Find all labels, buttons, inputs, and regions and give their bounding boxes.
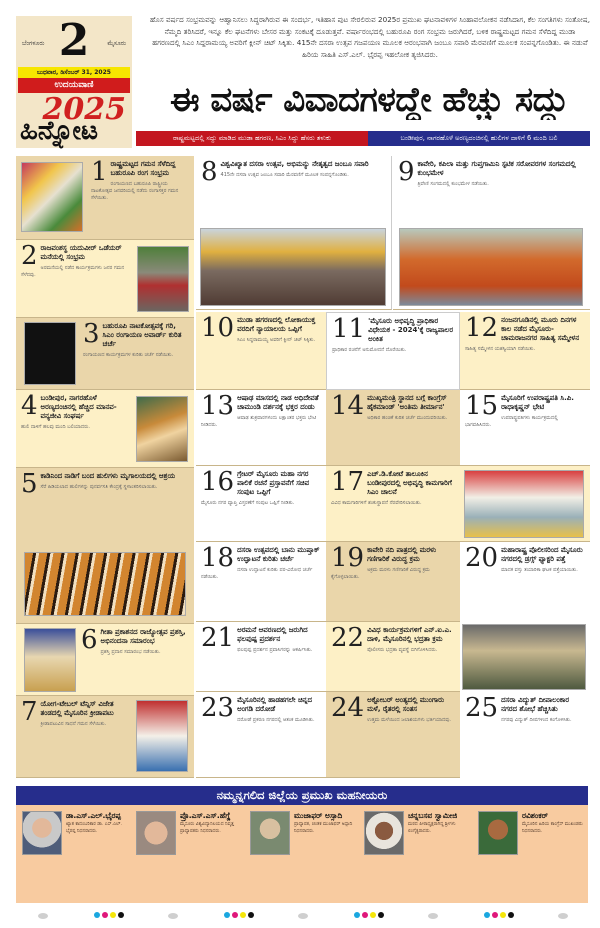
story-title: ಮೈಸೂರಿನಲ್ಲಿ ಹಾಡಹಗಲೇ ಚಿನ್ನದ ಅಂಗಡಿ ದರೋಡೆ [237,696,313,713]
page-number: 2 [58,15,90,66]
story-title: ಗ್ರೇಟರ್ ಮೈಸೂರು ಮಹಾ ನಗರ ಪಾಲಿಕೆ ರಚನೆ ಪ್ರಸ್ತಾವನೆಗೆ ಸಚಿವ ಸಂಪುಟ ಒಪ್ಪಿಗೆ [237,470,310,496]
story-number: 18 [201,543,235,573]
obituary-name: ಚನ್ನಬಸವ ಸ್ವಾಮೀಜಿ [408,811,458,820]
registration-color-dot [102,912,108,918]
story-8[interactable] [196,156,392,310]
story-body: ಪ್ರಾಧಿಕಾರ ರಚನೆಗೆ ಅನುಮೋದನೆ ದೊರೆಯಿತು. [332,347,407,353]
story-4[interactable] [16,390,194,468]
main-headline: ಈ ವರ್ಷ ವಿವಾದಗಳದ್ದೇ ಹೆಚ್ಚು ಸದ್ದು [170,80,568,120]
story-5[interactable] [16,468,194,624]
story-photo [136,396,188,462]
obituary-name: ರವಿಶಂಕರ್ [522,811,549,820]
story-18[interactable] [196,542,326,622]
story-body: ಸೆರೆ ಹಿಡಿಯಲಾದ ಹುಲಿಗಳನ್ನು ಪುನರ್ವಸತಿ ಕೇಂದ್ರಕ್ಕೆ ಸ್ಥಳಾಂತರಿಸಲಾಯಿತು. [40,484,158,490]
story-photo [21,162,83,232]
story-body: ಅಧಿಕಾರ ಹಂಚಿಕೆ ಕುರಿತ ಚರ್ಚೆ ಮುಂದುವರಿಯಿತು. [367,415,448,421]
story-22[interactable] [326,622,460,692]
story-number: 14 [331,391,365,421]
story-title: ಮುಡಾ ಹಗರಣದಲ್ಲಿ ಲೋಕಾಯುಕ್ತ ವರದಿಗೆ ನ್ಯಾಯಾಲಯ ಒಪ್ಪಿಗೆ [237,316,316,333]
registration-grey-mark [38,913,48,919]
story-number: 8 [201,157,218,187]
story-title: ಯೋಗ-ಟೇಬಲ್ ಟೆನ್ನಿಸ್ ವಿಜೇತ ತಂಡದಲ್ಲಿ ಮೈಸೂರಿನ ಕ್ರೀಡಾಪಟು [40,700,114,717]
registration-color-dot [354,912,360,918]
obituary-body: ಖ್ಯಾತ ಕಾದಂಬರಿಕಾರ ಡಾ. ಎಸ್.ಎಲ್. ಭೈರಪ್ಪ ನಿಧನರಾದರು. [66,822,122,834]
story-body: ಹುಲಿ ದಾಳಿಗೆ ಹಲವು ಮಂದಿ ಬಲಿಯಾದರು. [21,424,90,430]
newspaper-brand: ಉದಯವಾಣಿ [18,78,130,93]
tribute-section [16,805,588,903]
story-title: ಆಷಾಢ ಮಾಸದಲ್ಲಿ ನಾಡ ಅಧಿದೇವತೆ ಚಾಮುಂಡಿ ದರ್ಶನಕ್ಕೆ ಭಕ್ತರ ದಂಡು [237,394,319,411]
registration-color-dot [248,912,254,918]
registration-color-dot [362,912,368,918]
story-number: 4 [21,391,38,421]
story-17[interactable] [326,466,590,542]
portrait-photo [22,811,62,855]
story-body: ದಸರಾ ಉದ್ಘಾಟನೆ ಕುರಿತು ಪರ-ವಿರೋಧ ಚರ್ಚೆ ನಡೆಯಿತು. [201,567,313,580]
story-title: ದಸರಾ ಉತ್ಸವದಲ್ಲಿ ಬಾನು ಮುಷ್ತಾಕ್ ಉದ್ಘಾಟನೆ ಕುರಿತು ಚರ್ಚೆ [237,546,320,563]
story-body: ಅಕ್ರಮ ಮರಳು ಗಣಿಗಾರಿಕೆ ವಿರುದ್ಧ ಕ್ರಮ ಕೈಗೊಳ್ಳಲಾಯಿತು. [331,567,430,580]
registration-color-dot [110,912,116,918]
story-number: 2 [21,241,38,271]
story-photo [137,246,189,312]
portrait-photo [478,811,518,855]
registration-color-dot [118,912,124,918]
edition-city-right: ಮೈಸೂರು [107,40,126,47]
story-body: ಉತ್ತಮ ಮಳೆಯಿಂದ ಜಲಾಶಯಗಳು ಭರ್ತಿಯಾದವು. [367,717,451,723]
obituary-item[interactable] [362,808,474,902]
story-title: ಕಾಡಿನಿಂದ ನಾಡಿಗೆ ಬಂದ ಹುಲಿಗಳು ಮೃಗಾಲಯದಲ್ಲಿ ಆಶ್ರಯ [40,472,176,480]
obituary-body: ಮೈಸೂರು ವಿಶ್ವವಿದ್ಯಾನಿಲಯದ ನಿವೃತ್ತ ಪ್ರಾಧ್ಯಾಪಕರು ನಿಧನರಾದರು. [180,822,234,834]
registration-color-dot [500,912,506,918]
story-title: ಮುಖ್ಯಮಂತ್ರಿ ಸ್ಥಾನದ ಬಗ್ಗೆ ಕಾಂಗ್ರೆಸ್ ಹೈಕಮಾಂಡ್ 'ಅಂತಿಮ ತೀರ್ಮಾನ' [367,394,447,411]
story-20[interactable] [460,542,590,622]
story-body: ನಗರವು ವಿದ್ಯುತ್ ದೀಪಗಳಿಂದ ಕಂಗೊಳಿಸಿತು. [501,717,572,723]
story-body: ಪ್ರಶಸ್ತಿ ಪ್ರದಾನ ಸಮಾರಂಭ ನಡೆಯಿತು. [100,649,161,655]
story-body: ಆಷಾಢ ಶುಕ್ರವಾರಗಳಂದು ಲಕ್ಷಾಂತರ ಭಕ್ತರು ಭೇಟಿ ನೀಡಿದರು. [201,415,317,428]
story-title: ರಾಷ್ಟ್ರಮಟ್ಟದ ಗಮನ ಸೆಳೆದಿದ್ದ ಬಹುರೂಪಿ ರಂಗ ಸಂಭ್ರಮ [110,160,176,177]
masthead [16,16,132,148]
registration-color-dot [224,912,230,918]
story-number: 5 [21,469,38,499]
story-body: ಉಪರಾಷ್ಟ್ರಪತಿಗಳು ಕಾರ್ಯಕ್ರಮದಲ್ಲಿ ಭಾಗವಹಿಸಿದರು. [465,415,558,428]
story-number: 24 [331,693,365,723]
date-line: ಬುಧವಾರ, ಡಿಸೆಂಬರ್ 31, 2025 [18,67,130,78]
story-photo [24,552,186,616]
year-logo: 2025 [42,92,126,127]
story-body: ಸಿಎಂ ಸಿದ್ದರಾಮಯ್ಯ ಅವರಿಗೆ ಕ್ಲೀನ್ ಚಿಟ್ ಸಿಕ್ಕಿತು. [237,337,316,343]
edition-city-left: ಬೆಂಗಳೂರು [22,40,45,47]
registration-color-dot [378,912,384,918]
story-1[interactable] [16,156,194,240]
subhead-right: ಬಂಡೀಪುರ, ನಾಗರಹೊಳೆ ಅರಣ್ಯದಂಚಿನಲ್ಲಿ ಹುಲಿಗಳ ದಾಳಿಗೆ 6 ಮಂದಿ ಬಲಿ [368,131,590,146]
portrait-photo [136,811,176,855]
registration-color-dot [484,912,490,918]
story-photo [24,322,76,385]
story-body: ಅರಮನೆಯಲ್ಲಿ ನಡೆದ ಕಾರ್ಯಕ್ರಮಗಳು ಜನರ ಗಮನ ಸೆಳೆದವು. [21,265,125,278]
story-3[interactable] [16,318,194,390]
story-body: ರಂಗಾಯಣದ ಕಾರ್ಯಕ್ರಮಗಳ ಕುರಿತು ಚರ್ಚೆ ನಡೆಯಿತು. [83,352,174,358]
story-13[interactable] [196,390,326,466]
story-7[interactable] [16,696,194,778]
story-photo [24,628,76,692]
story-body: ಮೈಸೂರು ನಗರ ವ್ಯಾಪ್ತಿ ವಿಸ್ತರಣೆಗೆ ಸಂಪುಟ ಒಪ್ಪಿಗೆ ನೀಡಿತು. [201,500,295,506]
story-title: ಕಾವೇರಿ, ಕಪಿಲಾ ಮತ್ತು ಗುಪ್ತಗಾಮಿನಿ ಸ್ಫಟಿಕ ಸರೋವರಗಳ ಸಂಗಮದಲ್ಲಿ ಕುಂಭಮೇಳ [417,160,576,177]
story-number: 10 [201,313,235,343]
story-9[interactable] [393,156,590,310]
story-6[interactable] [16,624,194,696]
story-photo [464,470,584,538]
registration-color-dot [240,912,246,918]
story-16[interactable] [196,466,326,542]
story-number: 21 [201,623,235,653]
registration-grey-mark [168,913,178,919]
story-21[interactable] [196,622,326,692]
story-25[interactable] [460,692,590,778]
portrait-photo [364,811,404,855]
registration-color-dot [492,912,498,918]
story-number: 1 [91,157,108,187]
story-number: 20 [465,543,499,573]
story-12[interactable] [460,312,590,390]
story-title: 'ಮೈಸೂರು ಅಭಿವೃದ್ಧಿ ಪ್ರಾಧಿಕಾರ ವಿಧೇಯಕ - 2024'ಕ್ಕೆ ರಾಜ್ಯಪಾಲರ ಅಂಕಿತ [368,317,454,343]
story-number: 17 [331,467,365,497]
story-title: ಅಕ್ಟೋಬರ್ ಅಂತ್ಯದಲ್ಲಿ ಮುಂಗಾರು ಮಳೆ, ರೈತರಲ್ಲಿ ಸಂತಸ [367,696,445,713]
story-number: 9 [398,157,415,187]
registration-color-dot [508,912,514,918]
story-title: ಗೀತಾ ಪ್ರಕಾಶನದ ರಾಜ್ಯೋತ್ಸವ ಪ್ರಶಸ್ತಿ, ಅಭಿನಂದನಾ ಸಮಾರಂಭ [100,628,186,645]
obituary-body: ಮೈಸೂರಿನ ಹಿರಿಯ ಕಾಂಗ್ರೆಸ್ ಮುಖಂಡರು ನಿಧನರಾದರು. [522,822,583,834]
story-number: 25 [465,693,499,723]
story-body: ರಂಗಾಯಣದ ಬಹುರೂಪಿ ರಾಷ್ಟ್ರೀಯ ನಾಟಕೋತ್ಸವ ಜನವರಿಯಲ್ಲಿ ನಡೆದು ರಂಗಾಸಕ್ತರ ಗಮನ ಸೆಳೆಯಿತು. [91,181,179,201]
obituary-item[interactable] [20,808,132,902]
story-title: ನಂಜನಗೂಡಿನಲ್ಲಿ ಮೂರು ದಿನಗಳ ಕಾಲ ನಡೆದ ಮೈಸೂರು-ಚಾಮರಾಜನಗರ ಸಾಹಿತ್ಯ ಸಮ್ಮೇಳನ [501,316,580,342]
obituary-item[interactable] [248,808,360,902]
story-19[interactable] [326,542,460,622]
obituary-body: ಪ್ರಾಧ್ಯಾಪಕ, ಚಿಂತಕ ಮುಜಾಫರ್ ಅಸ್ಸಾದಿ ನಿಧನರಾದರು. [294,822,353,834]
obituary-body: ಮಠದ ಪೀಠಾಧ್ಯಕ್ಷರಾಗಿದ್ದ ಶ್ರೀಗಳು ಲಿಂಗೈಕ್ಯರಾದರು. [408,822,456,834]
story-23[interactable] [196,692,326,778]
story-title: ಬಂಡೀಪುರ, ನಾಗರಹೊಳೆ ಅರಣ್ಯದಂಚಿನಲ್ಲಿ ಹೆಚ್ಚಿದ ಮಾನವ-ವನ್ಯಜೀವಿ ಸಂಘರ್ಷ [40,394,117,420]
subhead-left: ರಾಷ್ಟ್ರಮಟ್ಟದಲ್ಲಿ ಸದ್ದು ಮಾಡಿದ ಮುಡಾ ಹಗರಣ, ಸಿಎಂ ಸಿದ್ದು ಹೆಸರು ತಳುಕು [136,131,368,146]
obituary-item[interactable] [476,808,588,902]
story-body: ಕ್ರೀಡಾಪಟುವಿನ ಸಾಧನೆ ಗಮನ ಸೆಳೆಯಿತು. [40,721,107,727]
story-body: 415ನೇ ದಸರಾ ಉತ್ಸವ ಜಂಬೂ ಸವಾರಿ ಮೆರವಣಿಗೆ ಮೂಲಕ ಸಂಪನ್ನಗೊಂಡಿತು. [220,172,349,178]
story-2[interactable] [16,240,194,318]
obituary-name: ಮುಜಾಫರ್ ಅಸ್ಸಾದಿ [294,811,343,820]
story-number: 12 [465,313,499,343]
story-number: 22 [331,623,365,653]
tribute-heading: ನಮ್ಮನ್ನಗಲಿದ ಜಿಲ್ಲೆಯ ಪ್ರಮುಖ ಮಹನೀಯರು [16,786,588,805]
story-title: ರಾಜವಂಶಸ್ಥ ಯದುವೀರ್ ಒಡೆಯರ್ ಮನೆಯಲ್ಲಿ ಸಂಭ್ರಮ [40,244,122,261]
story-number: 16 [201,467,235,497]
story-title: ದಸರಾ ವಿದ್ಯುತ್ ದೀಪಾಲಂಕಾರ ನಗರದ ಶೋಭೆ ಹೆಚ್ಚಿಸಿತು [501,696,570,713]
story-photo [399,228,583,306]
obituary-name: ಡಾ.ಎಸ್.ಎಲ್.ಭೈರಪ್ಪ [66,811,121,820]
story-14[interactable] [326,390,460,466]
intro-paragraph: ಹೊಸ ವರ್ಷದ ಸಂಭ್ರಮವನ್ನು ಆಹ್ವಾನಿಸಲು ಸಿದ್ಧರಾಗಿರುವ ಈ ಸಂದರ್ಭ, ಇತಿಹಾಸ ಪುಟ ಸೇರಲಿರುವ 2025ರ ಪ್ರಮುಖ ಘಟನಾವಳಿಗಳ ಸಿಂಹಾವಲೋಕನ ನಡೆಸಿದಾಗ, ಕೆಲ ಸಂಗತಿಗಳು ಸಂತೋಷ, ನೆಮ್ಮದಿ ತರಿಸಿದರೆ, ಇನ್ನೂ ಕೆಲ ಘಟನೆಗಳು ಬೇಸರ ಮತ್ತು ಸಂಕಟಕ್ಕೆ ದೂಡುತ್ತವೆ. ವರ್ಷಾರಂಭದಲ್ಲಿ ಬಹುರೂಪಿ ರಂಗ ಸಂಭ್ರಮ ಜರುಗಿದರೆ, ಬಳಿಕ ರಾಷ್ಟ್ರಮಟ್ಟದ ಗಮನ ಸೆಳೆದಿದ್ದ ಮುಡಾ ಹಗರಣದಲ್ಲಿ ಸಿಎಂ ಸಿದ್ದರಾಮಯ್ಯ ಅವರಿಗೆ ಕ್ಲೀನ್ ಚಿಟ್ ಸಿಕ್ಕಿತು. 415ನೇ ದಸರಾ ಉತ್ಸವ ಗಜಪಯಣ ಮೂಲಕ ಆರಂಭವಾಗಿ ಜಂಬೂ ಸವಾರಿ ಮೆರವಣಿಗೆ ಮೂಲಕ ಸಂಪನ್ನಗೊಂಡಿತು. ಈ ನಡುವೆ ಹಿರಿಯ ಸಾಹಿತಿ ಎಸ್.ಎಲ್. ಭೈರಪ್ಪ ಇಹಲೋಕ ತ್ಯಜಿಸಿದರು. [150,15,591,59]
story-title: ಎಚ್.ಡಿ.ಕೋಟೆ ತಾಲೂಕಿನ ಬಂಡೀಪುರದಲ್ಲಿ ಅಭಿವೃದ್ಧಿ ಕಾಮಗಾರಿಗೆ ಸಿಎಂ ಚಾಲನೆ [367,470,452,496]
story-photo [136,700,188,772]
section-logo: ಹಿನ್ನೋಟ [20,116,98,146]
story-title: ವಿವಿಧ ಕಾರ್ಯಕ್ರಮಗಳಿಗೆ ಎನ್.ಐ.ಎ. ದಾಳಿ, ಮೈಸೂರಿನಲ್ಲಿ ಭದ್ರತಾ ಕ್ರಮ [367,626,452,643]
print-registration-marks [0,912,600,924]
story-number: 13 [201,391,235,421]
story-number: 11 [332,314,366,344]
story-body: ವಿವಿಧ ಕಾಮಗಾರಿಗಳಿಗೆ ಶಂಕುಸ್ಥಾಪನೆ ನೆರವೇರಿಸಲಾಯಿತು. [331,500,422,506]
story-number: 7 [21,697,38,727]
story-title: ವಿಶ್ವವಿಖ್ಯಾತ ದಸರಾ ಉತ್ಸವ, ಅಭಿಮನ್ಯು ನೇತೃತ್ವದ ಜಂಬೂ ಸವಾರಿ [220,160,369,168]
registration-color-dot [370,912,376,918]
story-number: 23 [201,693,235,723]
portrait-photo [250,811,290,855]
story-10[interactable] [196,312,326,390]
story-number: 3 [83,319,100,349]
story-number: 15 [465,391,499,421]
story-title: ಮೈಸೂರಿಗೆ ಉಪರಾಷ್ಟ್ರಪತಿ ಸಿ.ಪಿ. ರಾಧಾಕೃಷ್ಣನ್ ಭೇಟಿ [501,394,574,411]
story-title: ಬಹುರೂಪಿ ನಾಟಕೋತ್ಸವಕ್ಕೆ ಗರಿ, ಸಿಎಂ ರಂಗಾಯಣ ಅವಾರ್ಡ್ ಕುರಿತ ಚರ್ಚೆ [102,322,182,348]
story-title: ಕಾವೇರಿ ನದಿ ಪಾತ್ರದಲ್ಲಿ ಮರಳು ಗಣಿಗಾರಿಕೆ ವಿರುದ್ಧ ಕ್ರಮ [367,546,437,563]
story-body: ಮಾದಕ ವಸ್ತು ತಯಾರಿಕಾ ಘಟಕ ಪತ್ತೆಯಾಯಿತು. [501,567,578,573]
registration-grey-mark [298,913,308,919]
registration-grey-mark [558,913,568,919]
story-body: ಫಲಪುಷ್ಪ ಪ್ರದರ್ಶನ ಪ್ರವಾಸಿಗರನ್ನು ಆಕರ್ಷಿಸಿತು. [237,647,313,653]
obituary-item[interactable] [134,808,246,902]
story-15[interactable] [460,390,590,466]
story-body: ದರೋಡೆ ಪ್ರಕರಣ ನಗರದಲ್ಲಿ ಆತಂಕ ಮೂಡಿಸಿತು. [237,717,315,723]
story-number: 6 [81,625,98,655]
registration-color-dot [232,912,238,918]
story-title: ಅರಮನೆ ಆವರಣದಲ್ಲಿ ಜರುಗಿದ ಫಲಪುಷ್ಪ ಪ್ರದರ್ಶನ [237,626,308,643]
story-11[interactable] [326,312,460,390]
story-title: ಮಹಾರಾಷ್ಟ್ರ ಪೊಲೀಸರಿಂದ ಮೈಸೂರು ನಗರದಲ್ಲಿ ಡ್ರಗ್ಸ್ ಫ್ಯಾಕ್ಟರಿ ಪತ್ತೆ [501,546,583,563]
registration-color-dot [94,912,100,918]
story-body: ಪೊಲೀಸರು ಭದ್ರತಾ ವ್ಯವಸ್ಥೆ ಬಿಗಿಗೊಳಿಸಿದರು. [367,647,438,653]
story-body: ತ್ರಿವೇಣಿ ಸಂಗಮದಲ್ಲಿ ಕುಂಭಮೇಳ ನಡೆಯಿತು. [417,181,489,187]
story-22-photo [462,624,586,690]
obituary-name: ಪ್ರೊ.ಎಸ್.ಎಸ್.ಹೆಗ್ಡೆ [180,811,231,820]
story-body: ಸಾಹಿತ್ಯ ಸಮ್ಮೇಳನ ಯಶಸ್ವಿಯಾಗಿ ನಡೆಯಿತು. [465,346,536,352]
story-number: 19 [331,543,365,573]
story-24[interactable] [326,692,460,778]
registration-grey-mark [428,913,438,919]
story-photo [200,228,386,306]
